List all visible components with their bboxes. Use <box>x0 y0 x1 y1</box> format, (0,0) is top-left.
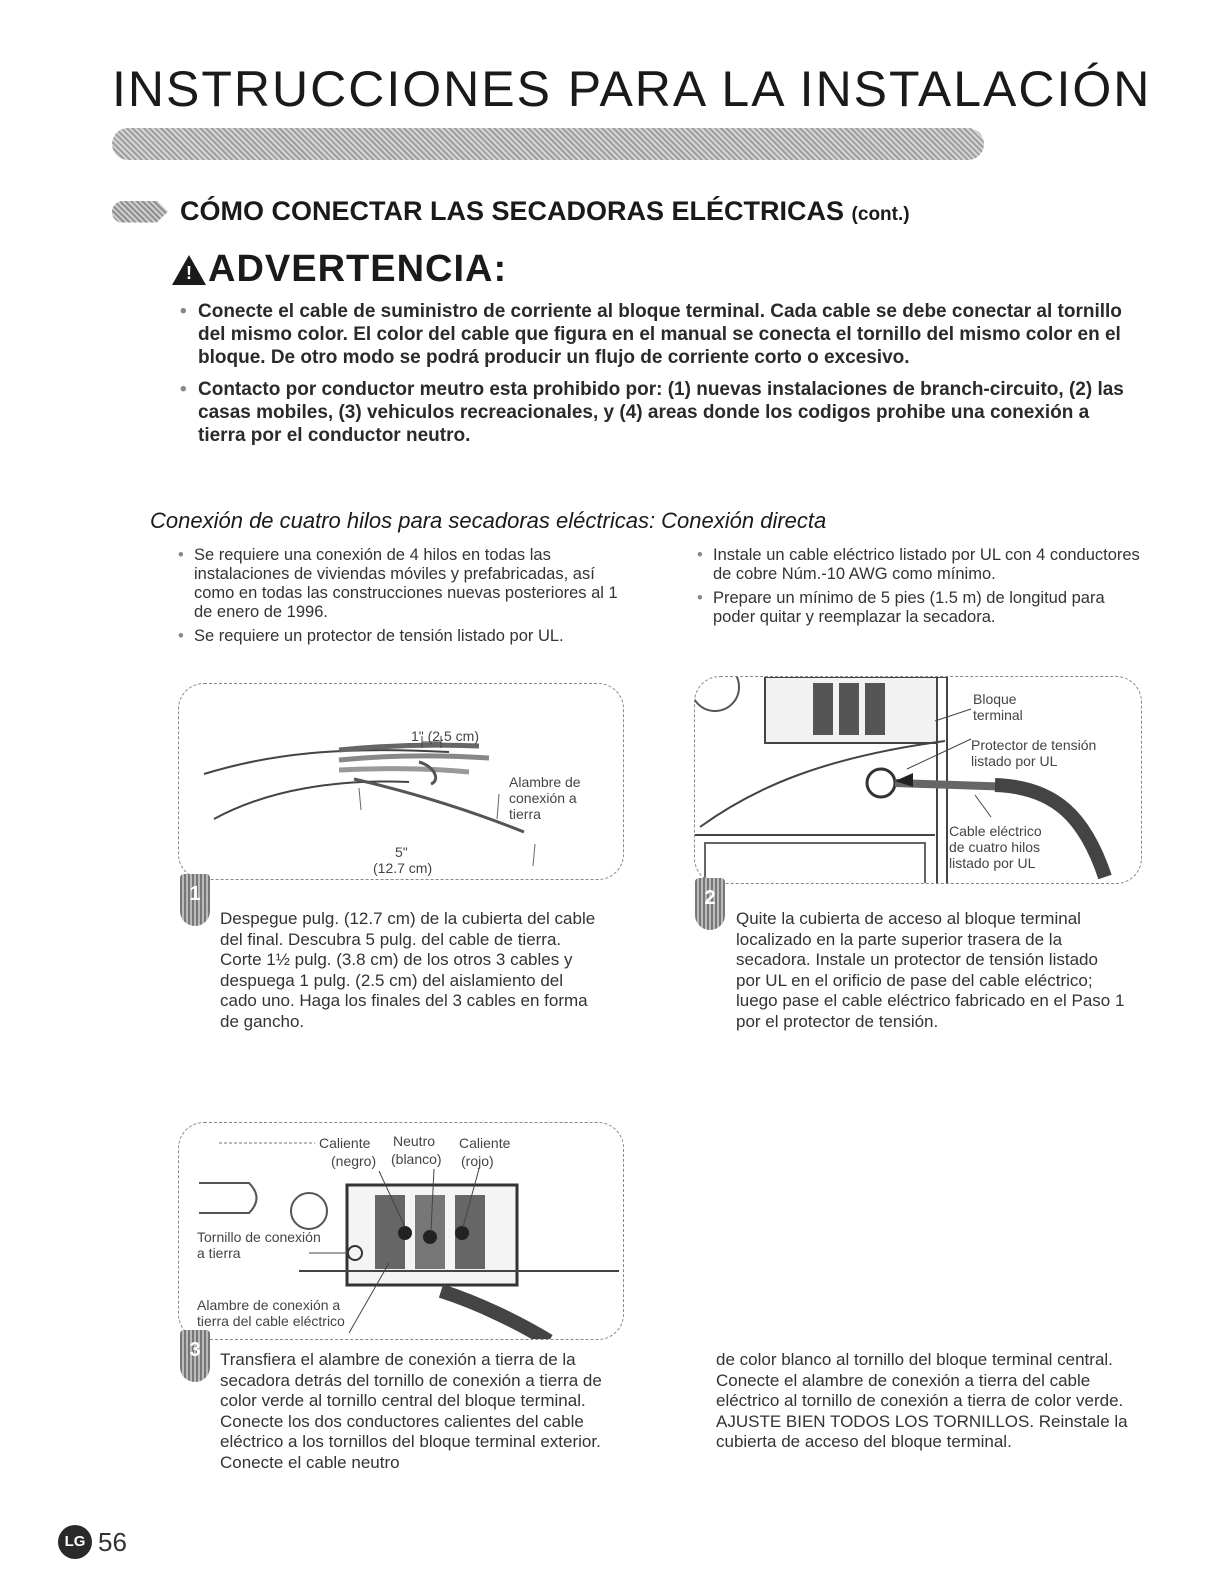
hot2-color: (rojo) <box>461 1153 494 1169</box>
dim-top-label: 1" (2.5 cm) <box>411 728 479 744</box>
figure-cable-prep <box>178 683 624 880</box>
warning-item: • Conecte el cable de suministro de corriente al bloque terminal. Cada cable se debe conectar al tornillo del mismo color. El color del cable que figura en el manual se conecta el tornillo del mismo color en el bloque. De otro modo se podrá producir un flujo de corriente corto o excesivo. <box>178 300 1138 369</box>
hot2-label: Caliente <box>459 1135 511 1151</box>
subsection-title: Conexión de cuatro hilos para secadoras eléctricas: Conexión directa <box>150 508 827 533</box>
step-text-cont: de color blanco al tornillo del bloque terminal central. Conecte el alambre de conexión a tierra del cable eléctrico al tornillo de conexión a tierra de color verde. AJUSTE BIEN TODOS LOS TORNILLOS. Reinstale la cubierta de acceso del bloque terminal. <box>716 1350 1128 1451</box>
neutral-color: (blanco) <box>391 1151 442 1167</box>
step-text: Quite la cubierta de acceso al bloque terminal localizado en la parte superior trasera de la secadora. Instale un protector de tensión listado por UL en el orificio de pase del cable eléctrico; luego pase el cable eléctrico fabricado en el Paso 1 por el protector de tensión. <box>736 909 1125 1031</box>
warning-title: ADVERTENCIA: <box>208 248 508 290</box>
section-cont: (cont.) <box>851 204 910 225</box>
terminal-block-label: Bloque terminal <box>973 691 1023 723</box>
section-title: CÓMO CONECTAR LAS SECADORAS ELÉCTRICAS <box>180 196 845 226</box>
strain-relief-label: Protector de tensión listado por UL <box>971 737 1097 769</box>
warning-item: • Contacto por conductor meutro esta prohibido por: (1) nuevas instalaciones de branch-circuito, (2) las casas mobiles, (3) vehiculos recreacionales, y (4) areas donde los codigos prohibe una conexión a tierra por el conductor neutro. <box>178 378 1138 447</box>
page-number: 56 <box>98 1526 127 1557</box>
neutral-label: Neutro <box>393 1133 436 1149</box>
hot1-label: Caliente <box>319 1135 371 1151</box>
dim-bottom-b: (12.7 cm) <box>373 860 433 876</box>
list-item: • Prepare un mínimo de 5 pies (1.5 m) de longitud para poder quitar y reemplazar la secadora. <box>697 589 1147 627</box>
page-title: INSTRUCCIONES PARA LA INSTALACIÓN <box>112 61 1152 117</box>
step-text: Transfiera el alambre de conexión a tierra de la secadora detrás del tornillo de conexión a tierra de color verde al tornillo central del bloque terminal. Conecte los dos conductores calientes del cable eléctrico a los tornillos del bloque terminal exterior. Conecte el cable neutro <box>220 1350 602 1472</box>
page-footer <box>58 1525 127 1559</box>
title-bar <box>112 128 984 160</box>
dim-bottom-a: 5" <box>395 844 408 860</box>
step-badge: 2 <box>695 878 725 930</box>
warning-triangle-icon: ! <box>172 255 206 285</box>
warning-heading <box>172 248 507 291</box>
figure-strain-relief <box>694 676 1142 884</box>
ground-wire-label: Alambre de conexión a tierra <box>509 774 581 822</box>
step-badge: 1 <box>180 874 210 926</box>
figure-terminal-wiring <box>178 1122 624 1340</box>
section-heading <box>112 196 910 227</box>
bullets-left <box>178 546 638 651</box>
list-item: • Instale un cable eléctrico listado por UL con 4 conductores de cobre Núm.-10 AWG como mínimo. <box>697 546 1147 584</box>
step-text: Despegue pulg. (12.7 cm) de la cubierta del cable del final. Descubra 5 pulg. del cable de tierra. Corte 1½ pulg. (3.8 cm) de los otros 3 cables y despuega 1 pulg. (2.5 cm) del aislamiento del cado uno. Haga los finales del 3 cables en forma de gancho. <box>220 909 596 1031</box>
ground-screw-label: Tornillo de conexión a tierra <box>197 1229 321 1261</box>
list-item: • Se requiere una conexión de 4 hilos en todas las instalaciones de viviendas móviles y prefabricadas, así como en todas las construcciones nuevas posteriores al 1 de enero de 1996. <box>178 546 638 622</box>
warning-list <box>178 300 1138 456</box>
hot1-color: (negro) <box>331 1153 377 1169</box>
terminal-illustration <box>695 677 1142 884</box>
cable-label: Cable eléctrico de cuatro hilos listado por UL <box>949 823 1055 871</box>
list-item: • Se requiere un protector de tensión listado por UL. <box>178 627 638 646</box>
step-badge: 3 <box>180 1330 210 1382</box>
section-tab-decoration <box>112 201 168 223</box>
ground-wire-cable-label: Alambre de conexión a tierra del cable eléctrico <box>197 1297 345 1329</box>
bullets-right <box>697 546 1147 632</box>
lg-logo-icon: LG <box>58 1525 92 1559</box>
